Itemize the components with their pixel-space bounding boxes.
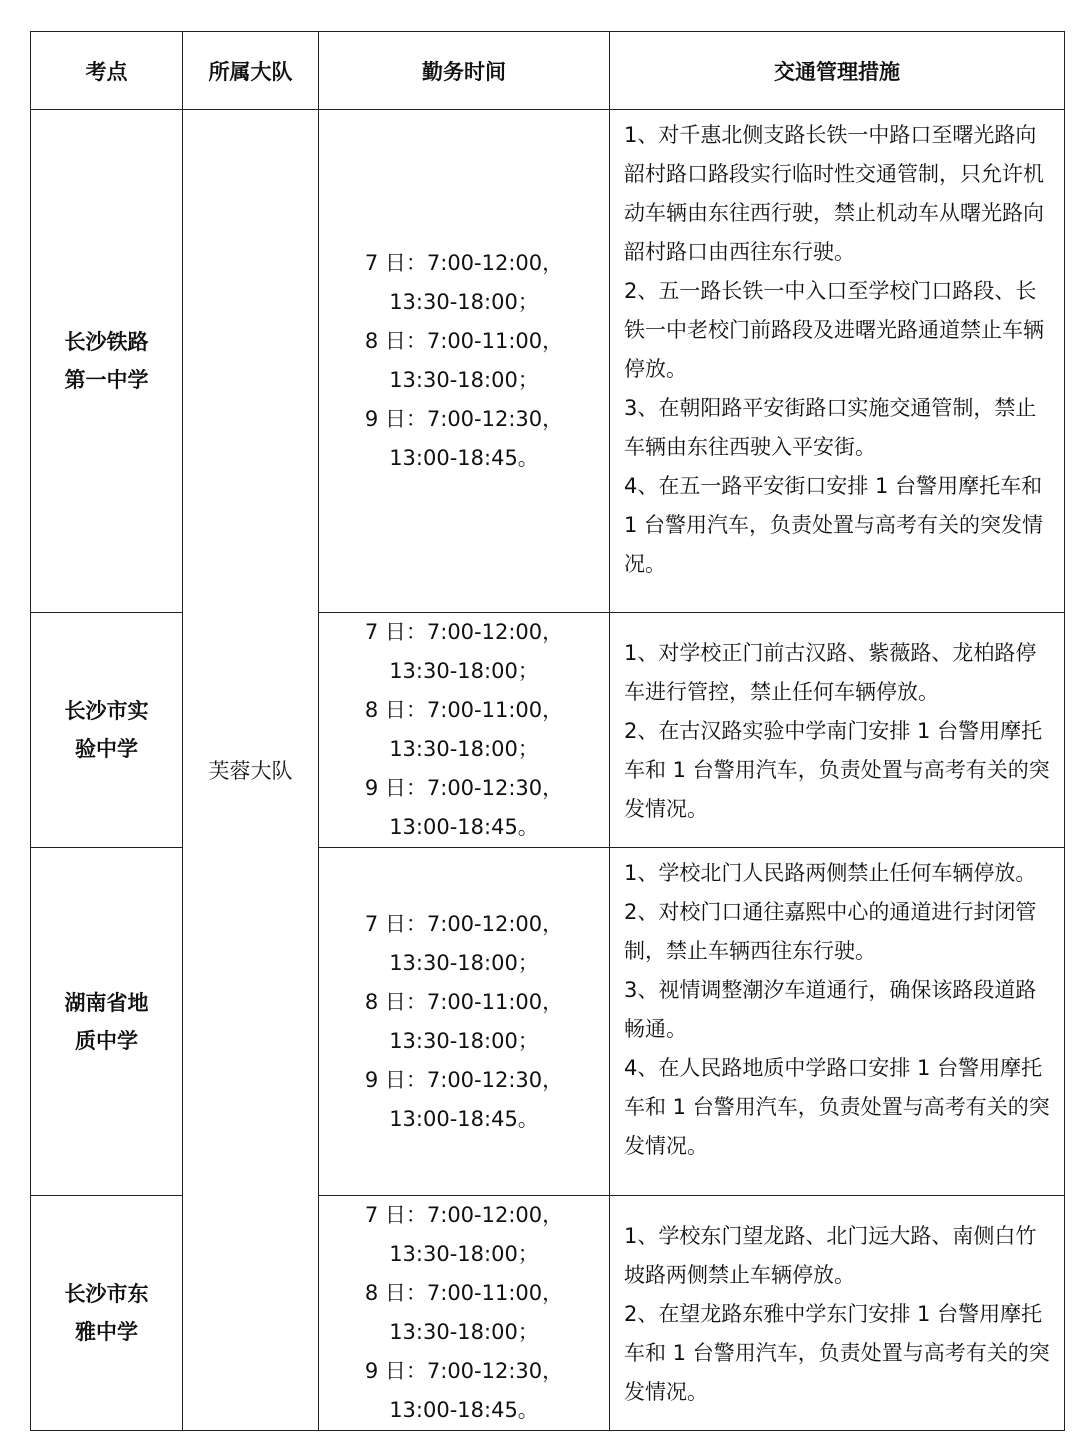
time-line: 13:30-18:00； xyxy=(389,659,539,683)
measures-cell xyxy=(610,613,1065,848)
duty-time-cell xyxy=(319,1196,610,1431)
duty-time-cell xyxy=(319,848,610,1196)
measures-cell xyxy=(610,848,1065,1196)
header-duty-time: 勤务时间 xyxy=(319,32,610,110)
time-line: 13:30-18:00； xyxy=(389,950,539,975)
exam-site-line: 第一中学 xyxy=(64,368,149,392)
time-line: 13:00-18:45。 xyxy=(389,1106,539,1131)
table-header-row xyxy=(31,32,1065,110)
time-line: 8 日：7:00-11:00， xyxy=(364,1281,564,1305)
time-line: 9 日：7:00-12:30， xyxy=(364,407,564,431)
time-line: 13:00-18:45。 xyxy=(389,815,539,839)
measures-cell xyxy=(610,1196,1065,1431)
time-line: 7 日：7:00-12:00， xyxy=(364,1203,564,1227)
measure-item: 2、在古汉路实验中学南门安排 1 台警用摩托车和 1 台警用汽车，负责处置与高考有关的突发情况。 xyxy=(624,718,1050,821)
traffic-control-table xyxy=(30,31,1065,1431)
measure-item: 2、对校门口通往嘉熙中心的通道进行封闭管制，禁止车辆西往东行驶。 xyxy=(624,900,1037,963)
time-line: 9 日：7:00-12:30， xyxy=(364,776,564,800)
exam-site-cell xyxy=(31,110,183,613)
time-line: 7 日：7:00-12:00， xyxy=(364,620,564,644)
measure-item: 4、在人民路地质中学路口安排 1 台警用摩托车和 1 台警用汽车，负责处置与高考有关的突发情况。 xyxy=(624,1056,1050,1158)
time-line: 13:30-18:00； xyxy=(389,737,539,761)
time-line: 7 日：7:00-12:00， xyxy=(364,251,564,275)
time-line: 13:30-18:00； xyxy=(389,290,539,314)
exam-site-cell xyxy=(31,1196,183,1431)
header-traffic-measures: 交通管理措施 xyxy=(610,32,1065,110)
time-line: 8 日：7:00-11:00， xyxy=(364,989,564,1014)
measure-item: 2、在望龙路东雅中学东门安排 1 台警用摩托车和 1 台警用汽车，负责处置与高考有关的突发情况。 xyxy=(624,1301,1050,1404)
exam-site-line: 雅中学 xyxy=(75,1320,138,1344)
header-brigade: 所属大队 xyxy=(183,32,319,110)
measure-item: 1、学校东门望龙路、北门远大路、南侧白竹坡路两侧禁止车辆停放。 xyxy=(624,1223,1037,1287)
measure-item: 2、五一路长铁一中入口至学校门口路段、长铁一中老校门前路段及进曙光路通道禁止车辆停放。 xyxy=(624,279,1044,381)
exam-site-line: 长沙市实 xyxy=(64,699,149,723)
exam-site-line: 长沙铁路 xyxy=(64,330,149,354)
time-line: 9 日：7:00-12:30， xyxy=(364,1067,564,1092)
time-line: 8 日：7:00-11:00， xyxy=(364,698,564,722)
brigade-cell: 芙蓉大队 xyxy=(183,110,319,1431)
exam-site-cell xyxy=(31,848,183,1196)
measure-item: 3、在朝阳路平安街路口实施交通管制，禁止车辆由东往西驶入平安街。 xyxy=(624,396,1037,459)
exam-site-cell xyxy=(31,613,183,848)
measure-item: 1、对学校正门前古汉路、紫薇路、龙柏路停车进行管控，禁止任何车辆停放。 xyxy=(624,640,1037,704)
measure-item: 1、对千惠北侧支路长铁一中路口至曙光路向韶村路口路段实行临时性交通管制，只允许机动车辆由东往西行驶，禁止机动车从曙光路向韶村路口由西往东行驶。 xyxy=(624,123,1044,264)
time-line: 8 日：7:00-11:00， xyxy=(364,329,564,353)
table-row xyxy=(31,110,1065,613)
time-line: 7 日：7:00-12:00， xyxy=(364,911,564,936)
duty-time-cell xyxy=(319,110,610,613)
time-line: 9 日：7:00-12:30， xyxy=(364,1359,564,1383)
time-line: 13:30-18:00； xyxy=(389,368,539,392)
measure-item: 3、视情调整潮汐车道通行，确保该路段道路畅通。 xyxy=(624,978,1037,1041)
exam-site-line: 长沙市东 xyxy=(64,1282,149,1306)
measure-item: 1、学校北门人民路两侧禁止任何车辆停放。 xyxy=(624,861,1037,885)
exam-site-line: 质中学 xyxy=(75,1028,138,1053)
exam-site-line: 湖南省地 xyxy=(64,990,149,1015)
time-line: 13:30-18:00； xyxy=(389,1320,539,1344)
duty-time-cell xyxy=(319,613,610,848)
measures-cell xyxy=(610,110,1065,613)
time-line: 13:00-18:45。 xyxy=(389,446,539,470)
header-exam-site: 考点 xyxy=(31,32,183,110)
time-line: 13:30-18:00； xyxy=(389,1242,539,1266)
time-line: 13:30-18:00； xyxy=(389,1028,539,1053)
measure-item: 4、在五一路平安街口安排 1 台警用摩托车和 1 台警用汽车，负责处置与高考有关的突发情况。 xyxy=(624,474,1044,576)
time-line: 13:00-18:45。 xyxy=(389,1398,539,1422)
exam-site-line: 验中学 xyxy=(75,737,138,761)
